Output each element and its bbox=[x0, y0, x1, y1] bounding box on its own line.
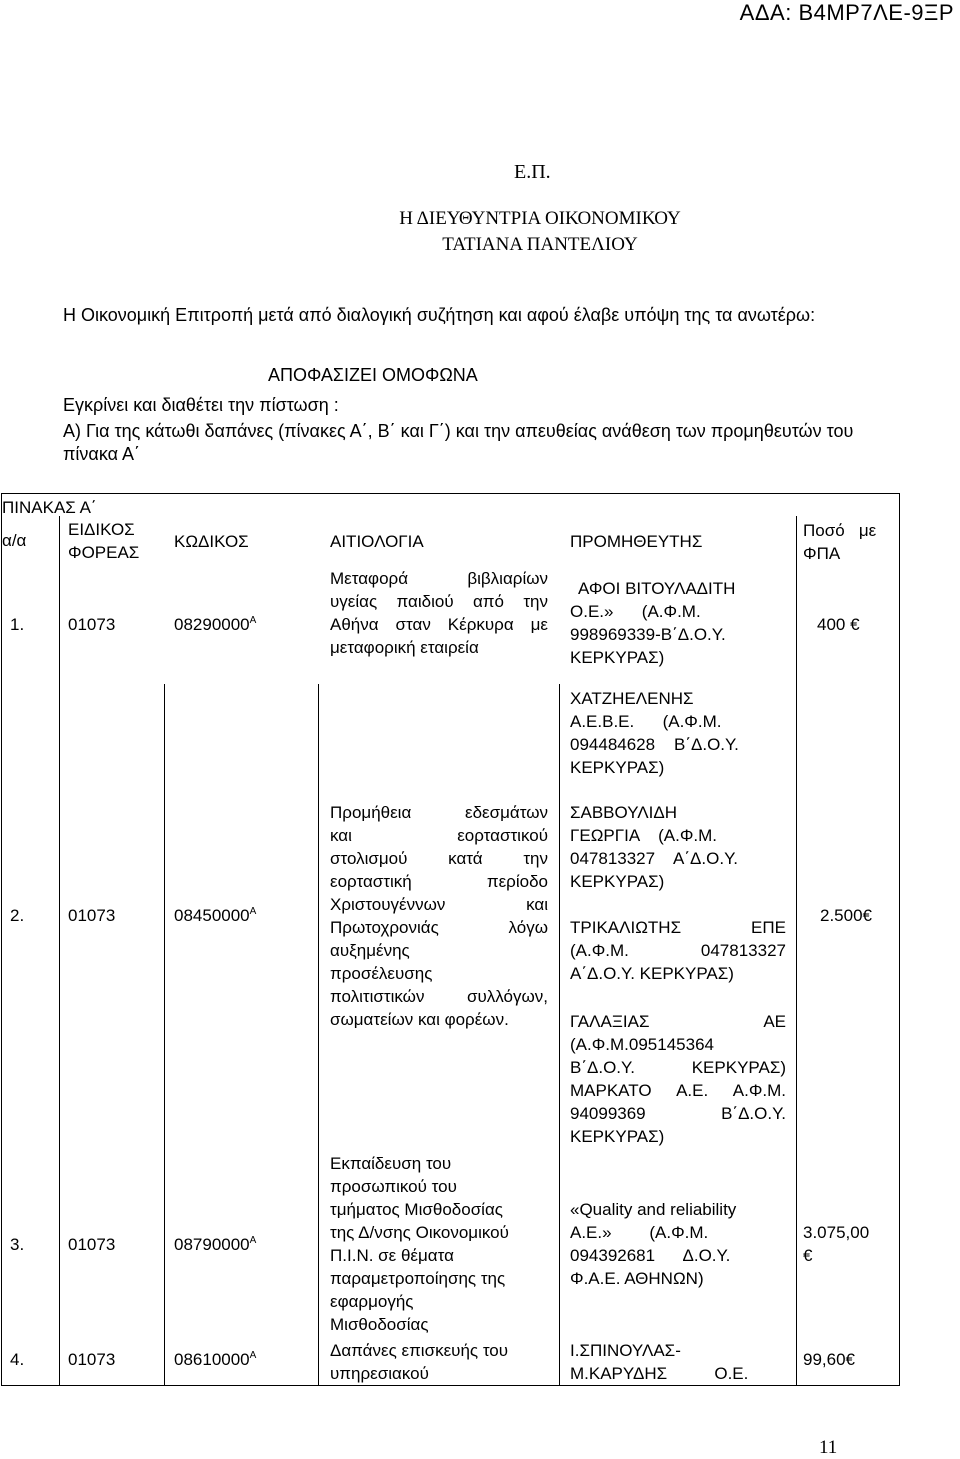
row2-aitiologia-line: Προμήθεια εδεσμάτων bbox=[330, 803, 548, 822]
supplier-line: 998969339-Β΄Δ.Ο.Υ. bbox=[570, 625, 726, 644]
supplier-line: Μ.ΚΑΡΥΔΗΣ Ο.Ε. bbox=[570, 1364, 749, 1383]
supplier-line: ΚΕΡΚΥΡΑΣ) bbox=[570, 872, 665, 891]
header-kodikos: ΚΩΔΙΚΟΣ bbox=[174, 532, 249, 551]
row2-aitiologia-line: προσέλευσης bbox=[330, 964, 433, 983]
row4-foreas: 01073 bbox=[68, 1350, 116, 1369]
row2-foreas: 01073 bbox=[68, 906, 116, 925]
row1-kodikos bbox=[174, 613, 256, 636]
row4-aitiologia-line: Δαπάνες επισκευής του bbox=[330, 1341, 509, 1360]
header-foreas-2: ΦΟΡΕΑΣ bbox=[68, 543, 140, 562]
row1-aa: 1. bbox=[10, 615, 25, 634]
supplier-line: ΣΑΒΒΟΥΛΙΔΗ bbox=[570, 803, 677, 822]
supplier-line: ΧΑΤΖΗΕΛΕΝΗΣ bbox=[570, 689, 694, 708]
row4-aa: 4. bbox=[10, 1350, 25, 1369]
header-poso-1: Ποσό με bbox=[803, 521, 877, 540]
row2-supplier-1 bbox=[570, 801, 786, 893]
row3-aitiologia-line: Εκπαίδευση του bbox=[330, 1154, 452, 1173]
row4-aitiologia bbox=[330, 1339, 554, 1385]
row1-aitiologia-line: υγείας παιδιού από την bbox=[330, 592, 548, 611]
supplier-line: ΚΕΡΚΥΡΑΣ) bbox=[570, 1127, 665, 1146]
decision-heading: ΑΠΟΦΑΣΙΖΕΙ ΟΜΟΦΩΝΑ bbox=[268, 365, 478, 385]
supplier-line: Α.Ε.Β.Ε. (Α.Φ.Μ. bbox=[570, 712, 722, 731]
paragraph-a-label: Α) bbox=[63, 421, 81, 441]
expenses-table bbox=[1, 493, 900, 1386]
supplier-line: ΓΕΩΡΓΙΑ (Α.Φ.Μ. bbox=[570, 826, 718, 845]
supplier-line: Φ.Α.Ε. ΑΘΗΝΩΝ) bbox=[570, 1269, 704, 1288]
supplier-line: ΑΦΟΙ ΒΙΤΟΥΛΑΔΙΤΗ bbox=[578, 579, 736, 598]
signature-initials: Ε.Π. bbox=[514, 161, 551, 183]
row2-supplier-2 bbox=[570, 916, 786, 985]
row1-aitiologia-line: Μεταφορά βιβλιαρίων bbox=[330, 569, 548, 588]
supplier-line: 094392681 Δ.Ο.Υ. bbox=[570, 1246, 731, 1265]
paragraph-a-text: Για της κάτωθι δαπάνες (πίνακες Α΄, Β΄ και Γ΄) και την απευθείας ανάθεση των προμηθευτών του πίνακα Α΄ bbox=[63, 421, 854, 464]
row2-aitiologia-line: εορταστική περίοδο bbox=[330, 872, 548, 891]
row4-supplier bbox=[570, 1339, 786, 1385]
row1-poso: 400 € bbox=[817, 615, 860, 634]
row3-kodikos bbox=[174, 1233, 256, 1256]
row3-supplier bbox=[570, 1198, 786, 1290]
supplier-line: ΜΑΡΚΑΤΟ Α.Ε. Α.Φ.Μ. bbox=[570, 1081, 786, 1100]
row2-aitiologia-line: αυξημένης bbox=[330, 941, 410, 960]
row1-aitiologia-line: μεταφορική εταιρεία bbox=[330, 638, 479, 657]
supplier-line: ΤΡΙΚΑΛΙΩΤΗΣ ΕΠΕ bbox=[570, 918, 786, 937]
row3-poso-value: 3.075,00 bbox=[803, 1223, 870, 1242]
row2-aitiologia-line: στολισμού κατά την bbox=[330, 849, 548, 868]
column-divider bbox=[164, 684, 165, 1385]
row3-poso bbox=[803, 1221, 869, 1267]
column-divider bbox=[559, 684, 560, 1385]
approve-line: Εγκρίνει και διαθέτει την πίστωση : bbox=[63, 395, 339, 415]
intro-paragraph: Η Οικονομική Επιτροπή μετά από διαλογική συζήτηση και αφού έλαβε υπόψη της τα ανωτέρω: bbox=[63, 305, 816, 325]
row2-aitiologia-line: Χριστουγέννων και bbox=[330, 895, 548, 914]
page-number: 11 bbox=[819, 1437, 838, 1458]
row3-aitiologia-line: τμήματος Μισθοδοσίας bbox=[330, 1200, 503, 1219]
supplier-line: (Α.Φ.Μ. 047813327 bbox=[570, 941, 786, 960]
column-divider bbox=[796, 516, 797, 1385]
header-foreas-1: ΕΙΔΙΚΟΣ bbox=[68, 520, 135, 539]
header-poso-2: ΦΠΑ bbox=[803, 544, 841, 563]
row4-kodikos-sup: Α bbox=[249, 1350, 257, 1361]
table-title: ΠΙΝΑΚΑΣ Α΄ bbox=[2, 498, 97, 517]
ada-code: ΑΔΑ: Β4ΜΡ7ΛΕ-9ΞΡ bbox=[739, 0, 954, 25]
row3-aitiologia-line: Π.Ι.Ν. σε θέματα bbox=[330, 1246, 454, 1265]
row2-aa: 2. bbox=[10, 906, 25, 925]
row3-foreas: 01073 bbox=[68, 1235, 116, 1254]
supplier-line: Β΄Δ.Ο.Υ. ΚΕΡΚΥΡΑΣ) bbox=[570, 1058, 786, 1077]
row2-aitiologia-line: και εορταστικού bbox=[330, 826, 548, 845]
row3-aitiologia-line: εφαρμογής bbox=[330, 1292, 414, 1311]
row1-supplier-1 bbox=[570, 577, 786, 669]
row3-aitiologia-line: προσωπικού του bbox=[330, 1177, 457, 1196]
row3-aitiologia-line: Μισθοδοσίας bbox=[330, 1315, 429, 1334]
row4-poso: 99,60€ bbox=[803, 1350, 855, 1369]
row2-kodikos bbox=[174, 904, 256, 927]
row3-aitiologia bbox=[330, 1152, 554, 1336]
header-promitheftis: ΠΡΟΜΗΘΕΥΤΗΣ bbox=[570, 532, 703, 551]
supplier-line: ΚΕΡΚΥΡΑΣ) bbox=[570, 758, 665, 777]
signature-title: Η ΔΙΕΥΘΥΝΤΡΙΑ ΟΙΚΟΝΟΜΙΚΟΥ bbox=[399, 208, 681, 229]
row1-kodikos-sup: Α bbox=[249, 615, 257, 626]
row2-kodikos-sup: Α bbox=[249, 906, 257, 917]
supplier-line: Ι.ΣΠΙΝΟΥΛΑΣ- bbox=[570, 1341, 681, 1360]
row1-aitiologia bbox=[330, 567, 548, 659]
supplier-line: Ο.Ε.» (Α.Φ.Μ. bbox=[570, 602, 701, 621]
row1-aitiologia-line: Αθήνα σταν Κέρκυρα με bbox=[330, 615, 548, 634]
column-divider bbox=[59, 516, 60, 1385]
row3-poso-currency: € bbox=[803, 1246, 813, 1265]
row4-aitiologia-line: υπηρεσιακού bbox=[330, 1364, 429, 1383]
row2-aitiologia bbox=[330, 801, 548, 1031]
row2-poso: 2.500€ bbox=[820, 906, 872, 925]
row3-aitiologia-line: παραμετροποίησης της bbox=[330, 1269, 506, 1288]
row4-kodikos-value: 08610000 bbox=[174, 1350, 250, 1369]
paragraph-a bbox=[63, 420, 863, 466]
row1-foreas: 01073 bbox=[68, 615, 116, 634]
supplier-line: ΚΕΡΚΥΡΑΣ) bbox=[570, 648, 665, 667]
header-aa: α/α bbox=[2, 531, 27, 550]
supplier-line: 94099369 Β΄Δ.Ο.Υ. bbox=[570, 1104, 786, 1123]
supplier-line: 094484628 Β΄Δ.Ο.Υ. bbox=[570, 735, 739, 754]
row2-kodikos-value: 08450000 bbox=[174, 906, 250, 925]
supplier-line: «Quality and reliability bbox=[570, 1200, 737, 1219]
row3-kodikos-sup: Α bbox=[249, 1235, 257, 1246]
supplier-line: 047813327 Α΄Δ.Ο.Υ. bbox=[570, 849, 738, 868]
row2-aitiologia-line: πολιτιστικών συλλόγων, bbox=[330, 987, 548, 1006]
row2-aitiologia-line: σωματείων και φορέων. bbox=[330, 1010, 509, 1029]
supplier-line: (Α.Φ.Μ.095145364 bbox=[570, 1035, 714, 1054]
row3-kodikos-value: 08790000 bbox=[174, 1235, 250, 1254]
row2-aitiologia-line: Πρωτοχρονιάς λόγω bbox=[330, 918, 548, 937]
supplier-line: Α΄Δ.Ο.Υ. ΚΕΡΚΥΡΑΣ) bbox=[570, 964, 734, 983]
row1-kodikos-value: 08290000 bbox=[174, 615, 250, 634]
row3-aa: 3. bbox=[10, 1235, 25, 1254]
column-divider bbox=[318, 684, 319, 1385]
row2-supplier-3 bbox=[570, 1010, 786, 1148]
row4-kodikos bbox=[174, 1348, 256, 1371]
supplier-line: Α.Ε.» (Α.Φ.Μ. bbox=[570, 1223, 709, 1242]
row3-aitiologia-line: της Δ/νσης Οικονομικού bbox=[330, 1223, 509, 1242]
signature-name: ΤΑΤΙΑΝΑ ΠΑΝΤΕΛΙΟΥ bbox=[442, 234, 638, 255]
header-aitiologia: ΑΙΤΙΟΛΟΓΙΑ bbox=[330, 532, 424, 551]
supplier-line: ΓΑΛΑΞΙΑΣ ΑΕ bbox=[570, 1012, 786, 1031]
row1-supplier-2 bbox=[570, 687, 786, 779]
